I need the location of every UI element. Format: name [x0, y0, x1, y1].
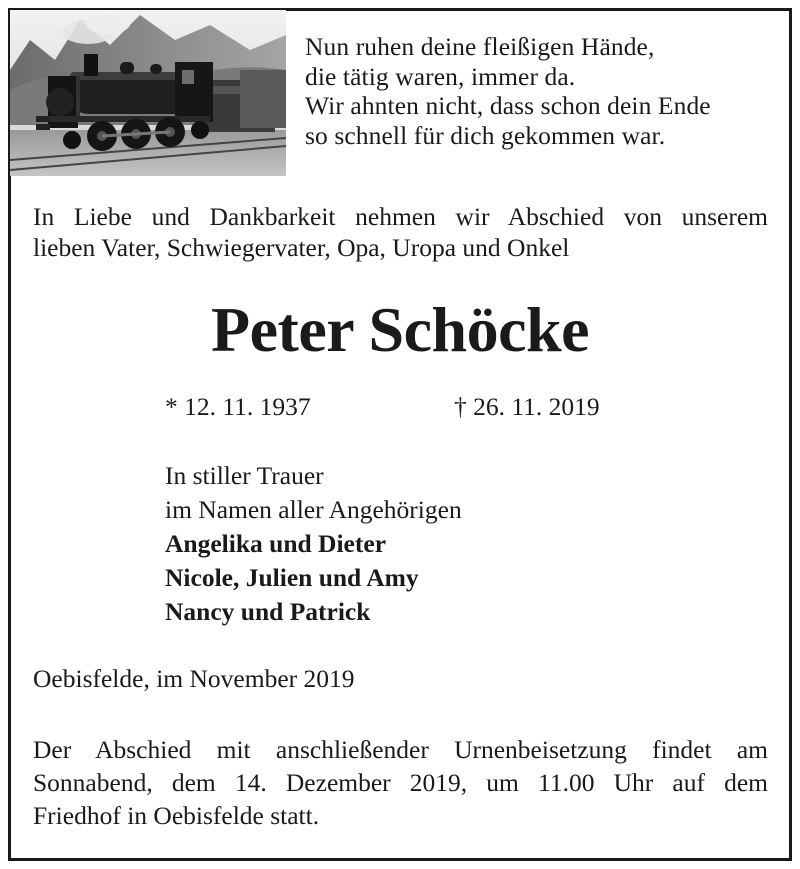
poem-line: Nun ruhen deine fleißigen Hände, — [305, 32, 655, 61]
steam-locomotive-photo — [10, 10, 286, 176]
mourner-names: Nancy und Patrick — [165, 597, 371, 626]
mourning-line: im Namen aller Angehörigen — [165, 495, 462, 524]
birth-date: * 12. 11. 1937 — [165, 392, 311, 421]
mourner-names: Nicole, Julien und Amy — [165, 563, 419, 592]
intro-text — [33, 201, 768, 263]
poem-line: so schnell für dich gekommen war. — [305, 120, 666, 150]
poem-line: Wir ahnten nicht, dass schon dein Ende — [305, 91, 711, 120]
deceased-name: Peter Schöcke — [211, 294, 589, 365]
poem-line: die tätig waren, immer da. — [305, 61, 576, 91]
poem — [305, 32, 711, 150]
funeral-line: Friedhof in Oebisfelde statt. — [33, 801, 320, 830]
funeral-line: Der Abschied mit anschließender Urnenbeisetzung findet am — [33, 735, 768, 764]
funeral-line: Sonnabend, dem 14. Dezember 2019, um 11.00 Uhr auf dem — [33, 768, 768, 797]
mourner-names: Angelika und Dieter — [165, 529, 387, 558]
intro-line: lieben Vater, Schwiegervater, Opa, Uropa und Onkel — [33, 233, 570, 262]
place-and-date: Oebisfelde, im November 2019 — [33, 664, 355, 693]
steam-locomotive-icon — [10, 10, 286, 176]
mourners-block — [165, 459, 462, 629]
death-date: † 26. 11. 2019 — [454, 392, 600, 421]
mourning-line: In stiller Trauer — [165, 461, 324, 490]
funeral-notice — [33, 733, 768, 832]
intro-line: In Liebe und Dankbarkeit nehmen wir Abschied von unserem — [33, 202, 768, 231]
